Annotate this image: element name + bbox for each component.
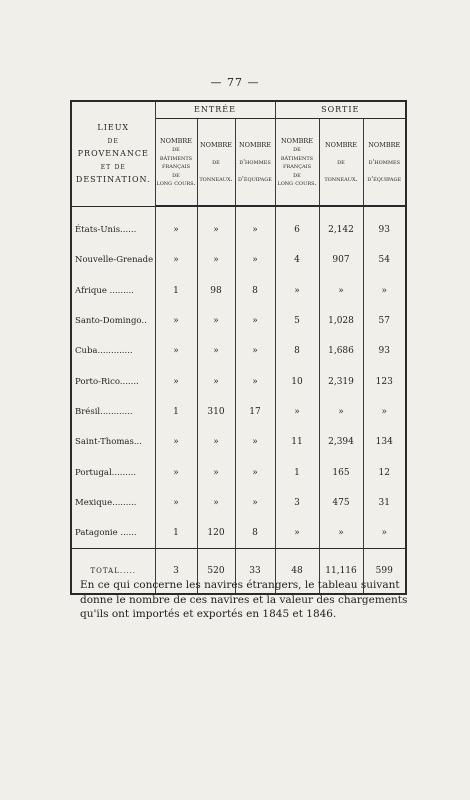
sortie-crew-cell: 93 xyxy=(363,206,406,245)
place-cell: Mexique......... xyxy=(71,488,155,518)
place-cell: Santo-Domingo.. xyxy=(71,306,155,336)
entree-crew-cell: » xyxy=(235,245,275,275)
total-entree-crew: 33 xyxy=(235,549,275,595)
entree-crew-header: NOMBRE d'hommes d'équipage xyxy=(235,119,275,207)
sortie-tonnage-cell: 475 xyxy=(319,488,363,518)
shipping-table xyxy=(70,100,407,595)
sortie-tonnage-cell: 165 xyxy=(319,457,363,487)
sortie-tonnage-cell: 1,686 xyxy=(319,336,363,366)
narrative-line: En ce qui concerne les navires étrangers, le tableau suivant xyxy=(80,579,400,591)
entree-tonnage-cell: » xyxy=(197,306,235,336)
place-cell: Cuba............. xyxy=(71,336,155,366)
sortie-tonnage-cell: » xyxy=(319,397,363,427)
entree-tonnage-cell: » xyxy=(197,488,235,518)
place-cell: Patagonie ...... xyxy=(71,518,155,549)
place-cell: Portugal......... xyxy=(71,457,155,487)
sortie-ships-cell: 8 xyxy=(275,336,319,366)
table-row xyxy=(71,457,406,487)
entree-ships-cell: 1 xyxy=(155,397,197,427)
entree-ships-cell: » xyxy=(155,488,197,518)
origin-header-line: DESTINATION. xyxy=(75,175,151,185)
origin-header-line: de xyxy=(107,136,119,146)
sortie-crew-cell: 31 xyxy=(363,488,406,518)
entree-crew-cell: » xyxy=(235,427,275,457)
place-cell: Afrique ......... xyxy=(71,276,155,306)
total-label: TOTAL..... xyxy=(71,549,155,595)
entree-crew-cell: » xyxy=(235,336,275,366)
sortie-tonnage-cell: 2,319 xyxy=(319,366,363,396)
entree-ships-cell: 1 xyxy=(155,518,197,549)
sortie-ships-cell: 4 xyxy=(275,245,319,275)
table-row xyxy=(71,245,406,275)
sortie-ships-cell: 1 xyxy=(275,457,319,487)
sortie-tonnage-cell: 2,394 xyxy=(319,427,363,457)
sortie-tonnage-cell: 2,142 xyxy=(319,206,363,245)
table-row xyxy=(71,336,406,366)
sortie-crew-cell: » xyxy=(363,276,406,306)
sortie-ships-cell: 10 xyxy=(275,366,319,396)
total-sortie-tonnage: 11,116 xyxy=(319,549,363,595)
place-cell: États-Unis...... xyxy=(71,206,155,245)
entree-ships-cell: » xyxy=(155,366,197,396)
table-row xyxy=(71,397,406,427)
sortie-ships-cell: 3 xyxy=(275,488,319,518)
entree-tonnage-cell: » xyxy=(197,366,235,396)
total-sortie-ships: 48 xyxy=(275,549,319,595)
entree-ships-cell: » xyxy=(155,427,197,457)
sortie-tonnage-cell: 1,028 xyxy=(319,306,363,336)
page-number: — 77 — xyxy=(210,76,260,89)
entree-tonnage-cell: » xyxy=(197,427,235,457)
total-sortie-crew: 599 xyxy=(363,549,406,595)
origin-header-line: et de xyxy=(100,162,126,172)
table-row xyxy=(71,206,406,245)
table-row xyxy=(71,306,406,336)
entree-ships-cell: 1 xyxy=(155,276,197,306)
sortie-tonnage-cell: » xyxy=(319,518,363,549)
sortie-crew-cell: 93 xyxy=(363,336,406,366)
entree-crew-cell: 8 xyxy=(235,518,275,549)
sortie-ships-cell: » xyxy=(275,397,319,427)
entree-tonnage-cell: » xyxy=(197,457,235,487)
table-header xyxy=(71,101,406,206)
entree-ships-cell: » xyxy=(155,306,197,336)
entree-tonnage-cell: 98 xyxy=(197,276,235,306)
origin-header xyxy=(71,101,155,206)
sortie-crew-cell: » xyxy=(363,518,406,549)
place-cell: Brésil............ xyxy=(71,397,155,427)
sortie-crew-cell: 134 xyxy=(363,427,406,457)
entree-tonnage-cell: » xyxy=(197,245,235,275)
entree-tonnage-cell: 120 xyxy=(197,518,235,549)
sortie-tonnage-header: NOMBRE de tonneaux. xyxy=(319,119,363,207)
sortie-tonnage-cell: 907 xyxy=(319,245,363,275)
place-cell: Porto-Rico....... xyxy=(71,366,155,396)
narrative-line: donne le nombre de ces navires et la valeur des chargements xyxy=(80,593,408,606)
table-row xyxy=(71,276,406,306)
sortie-ships-cell: 5 xyxy=(275,306,319,336)
entree-crew-cell: » xyxy=(235,457,275,487)
shipping-table-container xyxy=(70,100,405,595)
sortie-crew-cell: 123 xyxy=(363,366,406,396)
sortie-tonnage-cell: » xyxy=(319,276,363,306)
entree-ships-header: NOMBRE de bâtiments français de long cours. xyxy=(155,119,197,207)
sortie-crew-cell: 12 xyxy=(363,457,406,487)
total-entree-tonnage: 520 xyxy=(197,549,235,595)
origin-header-line: PROVENANCE xyxy=(77,149,149,159)
total-entree-ships: 3 xyxy=(155,549,197,595)
origin-header-line: LIEUX xyxy=(97,123,130,133)
entree-tonnage-cell: » xyxy=(197,206,235,245)
place-cell: Nouvelle-Grenade xyxy=(71,245,155,275)
narrative-line: qu'ils ont importés et exportés en 1845 et 1846. xyxy=(80,608,337,620)
sortie-ships-cell: 6 xyxy=(275,206,319,245)
entree-ships-cell: » xyxy=(155,457,197,487)
sortie-ships-cell: » xyxy=(275,518,319,549)
entree-crew-cell: 8 xyxy=(235,276,275,306)
entree-crew-cell: » xyxy=(235,488,275,518)
entree-ships-cell: » xyxy=(155,336,197,366)
sortie-ships-cell: » xyxy=(275,276,319,306)
entree-crew-cell: » xyxy=(235,306,275,336)
entree-crew-cell: » xyxy=(235,206,275,245)
entree-tonnage-header: NOMBRE de tonneaux. xyxy=(197,119,235,207)
entree-crew-cell: 17 xyxy=(235,397,275,427)
table-body xyxy=(71,206,406,549)
sortie-crew-header: NOMBRE d'hommes d'équipage xyxy=(363,119,406,207)
place-cell: Saint-Thomas... xyxy=(71,427,155,457)
table-row xyxy=(71,427,406,457)
entree-header: ENTRÉE xyxy=(155,101,275,119)
sortie-ships-header: NOMBRE de bâtiments français de long cours. xyxy=(275,119,319,207)
sortie-crew-cell: 57 xyxy=(363,306,406,336)
entree-ships-cell: » xyxy=(155,245,197,275)
entree-tonnage-cell: » xyxy=(197,336,235,366)
sortie-header: SORTIE xyxy=(275,101,406,119)
narrative-paragraph xyxy=(80,578,408,622)
table-row xyxy=(71,518,406,549)
table-row xyxy=(71,488,406,518)
sortie-crew-cell: » xyxy=(363,397,406,427)
entree-tonnage-cell: 310 xyxy=(197,397,235,427)
entree-crew-cell: » xyxy=(235,366,275,396)
sortie-ships-cell: 11 xyxy=(275,427,319,457)
table-row xyxy=(71,366,406,396)
sortie-crew-cell: 54 xyxy=(363,245,406,275)
entree-ships-cell: » xyxy=(155,206,197,245)
